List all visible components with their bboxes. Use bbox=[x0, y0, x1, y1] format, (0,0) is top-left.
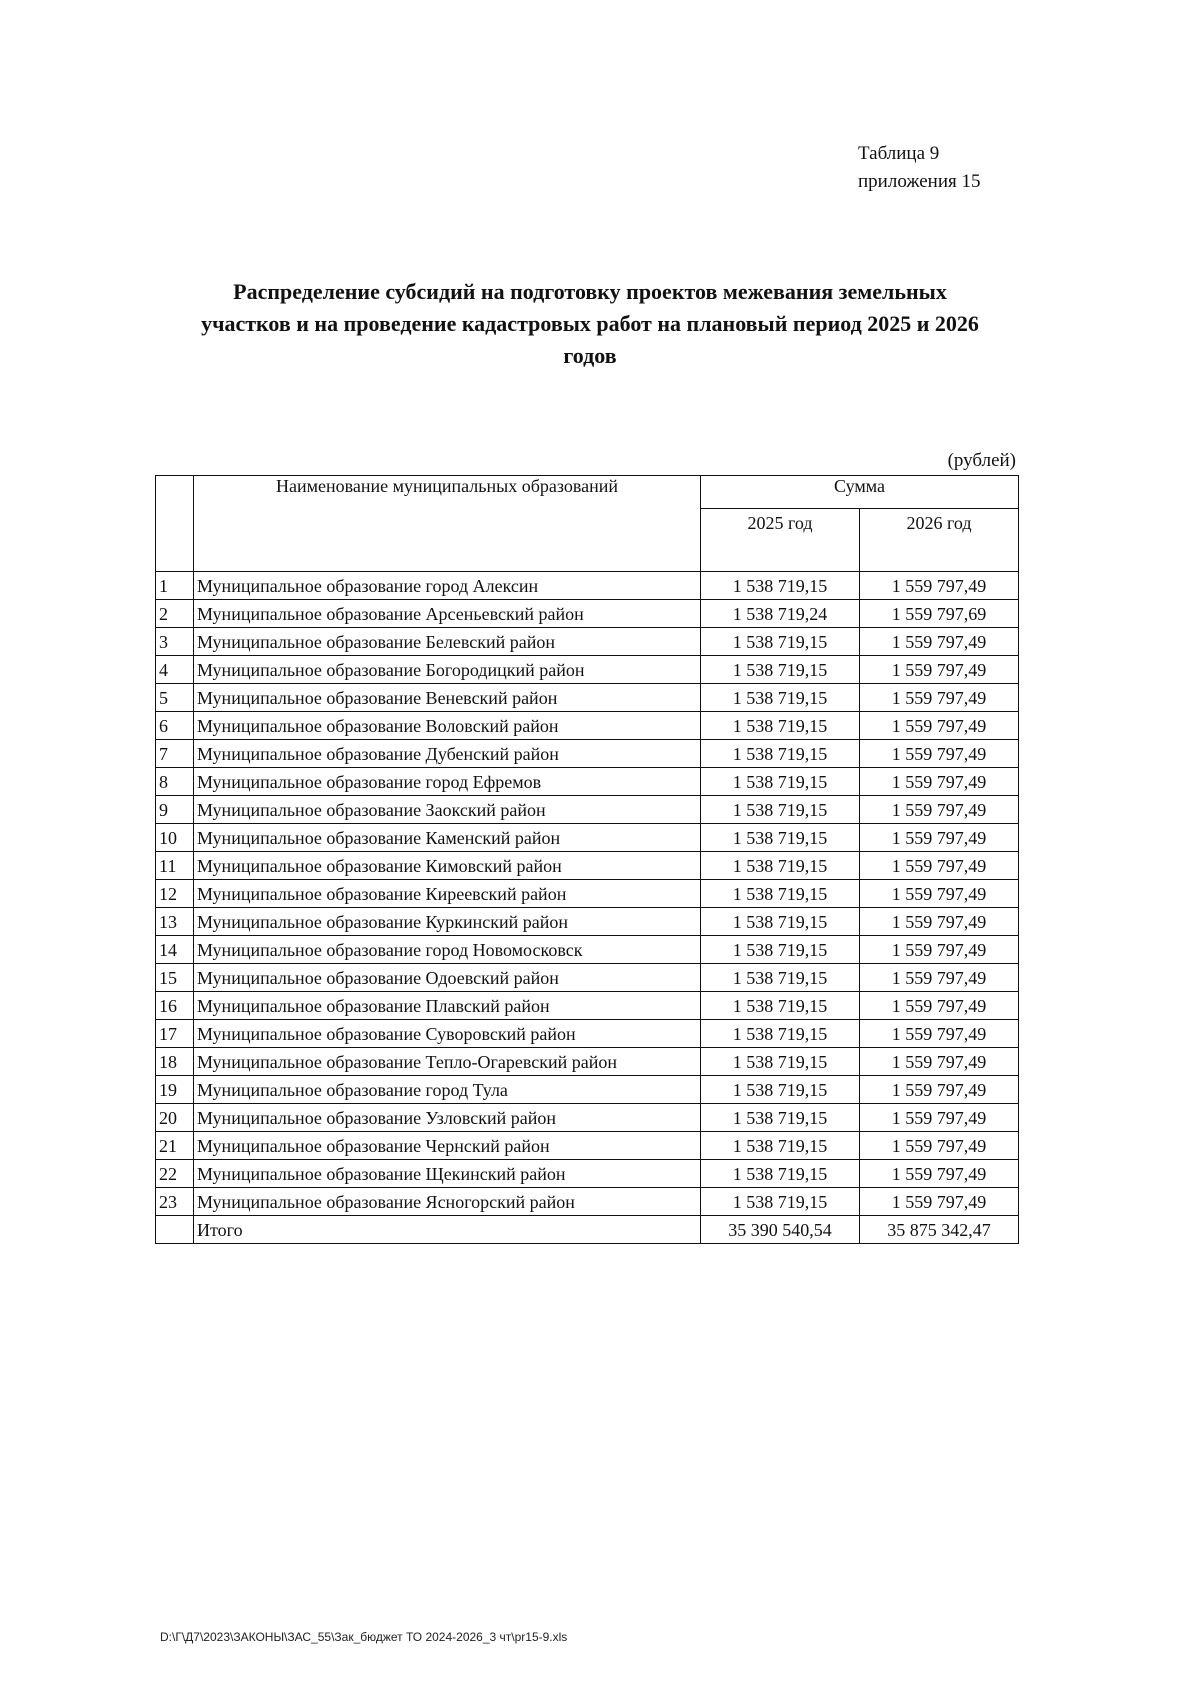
table-row bbox=[156, 628, 1019, 656]
municipality-name: Муниципальное образование Одоевский район bbox=[194, 964, 701, 992]
municipality-name: Муниципальное образование Кимовский район bbox=[194, 852, 701, 880]
municipality-name: Муниципальное образование Щекинский район bbox=[194, 1160, 701, 1188]
row-number: 14 bbox=[156, 936, 194, 964]
municipality-name: Муниципальное образование Чернский район bbox=[194, 1132, 701, 1160]
file-path-footer: D:\Г\Д7\2023\ЗАКОНЫ\ЗАС_55\Зак_бюджет ТО 2024-2026_3 чт\pr15-9.xls bbox=[160, 1630, 568, 1644]
amount-2026: 1 559 797,49 bbox=[860, 768, 1019, 796]
table-row bbox=[156, 880, 1019, 908]
row-number: 17 bbox=[156, 1020, 194, 1048]
table-number: Таблица 9 bbox=[858, 143, 940, 164]
amount-2026: 1 559 797,49 bbox=[860, 1020, 1019, 1048]
amount-2026: 1 559 797,49 bbox=[860, 572, 1019, 600]
municipality-name: Муниципальное образование Тепло-Огаревский район bbox=[194, 1048, 701, 1076]
amount-2025: 35 390 540,54 bbox=[701, 1216, 860, 1244]
amount-2025: 1 538 719,15 bbox=[701, 964, 860, 992]
table-row bbox=[156, 1076, 1019, 1104]
amount-2025: 1 538 719,15 bbox=[701, 1020, 860, 1048]
amount-2026: 1 559 797,49 bbox=[860, 852, 1019, 880]
row-number: 12 bbox=[156, 880, 194, 908]
row-number: 6 bbox=[156, 712, 194, 740]
table-row bbox=[156, 1104, 1019, 1132]
total-row bbox=[156, 1216, 1019, 1244]
amount-2026: 1 559 797,49 bbox=[860, 908, 1019, 936]
amount-2025: 1 538 719,15 bbox=[701, 1132, 860, 1160]
municipality-name: Муниципальное образование Воловский район bbox=[194, 712, 701, 740]
amount-2025: 1 538 719,15 bbox=[701, 684, 860, 712]
municipality-name: Муниципальное образование Дубенский район bbox=[194, 740, 701, 768]
amount-2025: 1 538 719,15 bbox=[701, 1188, 860, 1216]
table-row bbox=[156, 964, 1019, 992]
name-header: Наименование муниципальных образований bbox=[194, 476, 701, 572]
document-title bbox=[140, 276, 1040, 372]
row-number: 23 bbox=[156, 1188, 194, 1216]
amount-2025: 1 538 719,15 bbox=[701, 824, 860, 852]
title-line-3: годов bbox=[563, 343, 617, 368]
municipality-name: Муниципальное образование Белевский район bbox=[194, 628, 701, 656]
row-number: 8 bbox=[156, 768, 194, 796]
row-number: 15 bbox=[156, 964, 194, 992]
number-header bbox=[156, 476, 194, 572]
title-line-2: участков и на проведение кадастровых работ на плановый период 2025 и 2026 bbox=[201, 311, 979, 336]
municipality-name: Муниципальное образование Узловский район bbox=[194, 1104, 701, 1132]
table-row bbox=[156, 1160, 1019, 1188]
amount-2026: 1 559 797,49 bbox=[860, 1048, 1019, 1076]
sum-header: Сумма bbox=[701, 476, 1019, 509]
municipality-name: Муниципальное образование Плавский район bbox=[194, 992, 701, 1020]
table-row bbox=[156, 992, 1019, 1020]
amount-2025: 1 538 719,15 bbox=[701, 1160, 860, 1188]
table-body bbox=[156, 572, 1019, 1244]
amount-2025: 1 538 719,15 bbox=[701, 992, 860, 1020]
row-number: 1 bbox=[156, 572, 194, 600]
municipality-name: Муниципальное образование Богородицкий район bbox=[194, 656, 701, 684]
amount-2026: 1 559 797,49 bbox=[860, 824, 1019, 852]
table-row bbox=[156, 712, 1019, 740]
amount-2025: 1 538 719,15 bbox=[701, 880, 860, 908]
row-number: 13 bbox=[156, 908, 194, 936]
municipality-name: Муниципальное образование город Тула bbox=[194, 1076, 701, 1104]
amount-2026: 1 559 797,49 bbox=[860, 1188, 1019, 1216]
amount-2026: 1 559 797,49 bbox=[860, 684, 1019, 712]
row-number: 21 bbox=[156, 1132, 194, 1160]
municipality-name: Муниципальное образование Каменский район bbox=[194, 824, 701, 852]
row-number: 5 bbox=[156, 684, 194, 712]
amount-2025: 1 538 719,15 bbox=[701, 936, 860, 964]
amount-2025: 1 538 719,15 bbox=[701, 1104, 860, 1132]
row-number: 7 bbox=[156, 740, 194, 768]
title-line-1: Распределение субсидий на подготовку проектов межевания земельных bbox=[233, 279, 947, 304]
table-row bbox=[156, 852, 1019, 880]
table-row bbox=[156, 824, 1019, 852]
amount-2025: 1 538 719,24 bbox=[701, 600, 860, 628]
amount-2026: 1 559 797,69 bbox=[860, 600, 1019, 628]
municipality-name: Муниципальное образование Суворовский район bbox=[194, 1020, 701, 1048]
row-number: 20 bbox=[156, 1104, 194, 1132]
amount-2026: 1 559 797,49 bbox=[860, 964, 1019, 992]
municipality-name: Муниципальное образование город Алексин bbox=[194, 572, 701, 600]
amount-2026: 1 559 797,49 bbox=[860, 796, 1019, 824]
municipality-name: Муниципальное образование Ясногорский район bbox=[194, 1188, 701, 1216]
amount-2026: 35 875 342,47 bbox=[860, 1216, 1019, 1244]
amount-2026: 1 559 797,49 bbox=[860, 936, 1019, 964]
amount-2026: 1 559 797,49 bbox=[860, 656, 1019, 684]
municipality-name: Муниципальное образование Киреевский район bbox=[194, 880, 701, 908]
appendix-reference: приложения 15 bbox=[858, 171, 981, 192]
amount-2025: 1 538 719,15 bbox=[701, 656, 860, 684]
amount-2025: 1 538 719,15 bbox=[701, 740, 860, 768]
municipality-name: Итого bbox=[194, 1216, 701, 1244]
amount-2025: 1 538 719,15 bbox=[701, 852, 860, 880]
table-row bbox=[156, 600, 1019, 628]
municipality-name: Муниципальное образование Куркинский район bbox=[194, 908, 701, 936]
row-number: 4 bbox=[156, 656, 194, 684]
amount-2025: 1 538 719,15 bbox=[701, 1048, 860, 1076]
table-row bbox=[156, 1188, 1019, 1216]
year-2025-header: 2025 год bbox=[701, 509, 860, 572]
amount-2025: 1 538 719,15 bbox=[701, 796, 860, 824]
table-row bbox=[156, 768, 1019, 796]
table-row bbox=[156, 908, 1019, 936]
row-number: 2 bbox=[156, 600, 194, 628]
amount-2026: 1 559 797,49 bbox=[860, 1132, 1019, 1160]
row-number: 19 bbox=[156, 1076, 194, 1104]
amount-2026: 1 559 797,49 bbox=[860, 712, 1019, 740]
table-row bbox=[156, 740, 1019, 768]
amount-2025: 1 538 719,15 bbox=[701, 572, 860, 600]
row-number: 3 bbox=[156, 628, 194, 656]
amount-2025: 1 538 719,15 bbox=[701, 712, 860, 740]
subsidies-table bbox=[155, 475, 1019, 1244]
amount-2025: 1 538 719,15 bbox=[701, 1076, 860, 1104]
table-row bbox=[156, 656, 1019, 684]
table-row bbox=[156, 1132, 1019, 1160]
row-number: 16 bbox=[156, 992, 194, 1020]
table-row bbox=[156, 1048, 1019, 1076]
amount-2026: 1 559 797,49 bbox=[860, 1076, 1019, 1104]
amount-2026: 1 559 797,49 bbox=[860, 628, 1019, 656]
amount-2025: 1 538 719,15 bbox=[701, 628, 860, 656]
row-number: 10 bbox=[156, 824, 194, 852]
municipality-name: Муниципальное образование Веневский район bbox=[194, 684, 701, 712]
amount-2025: 1 538 719,15 bbox=[701, 768, 860, 796]
table-reference bbox=[858, 140, 980, 196]
table-row bbox=[156, 684, 1019, 712]
amount-2026: 1 559 797,49 bbox=[860, 880, 1019, 908]
row-number: 18 bbox=[156, 1048, 194, 1076]
table-row bbox=[156, 572, 1019, 600]
municipality-name: Муниципальное образование город Ефремов bbox=[194, 768, 701, 796]
amount-2026: 1 559 797,49 bbox=[860, 1160, 1019, 1188]
row-number: 22 bbox=[156, 1160, 194, 1188]
table-row bbox=[156, 796, 1019, 824]
municipality-name: Муниципальное образование город Новомосковск bbox=[194, 936, 701, 964]
table-row bbox=[156, 1020, 1019, 1048]
table-row bbox=[156, 936, 1019, 964]
row-number: 11 bbox=[156, 852, 194, 880]
row-number bbox=[156, 1216, 194, 1244]
municipality-name: Муниципальное образование Арсеньевский район bbox=[194, 600, 701, 628]
row-number: 9 bbox=[156, 796, 194, 824]
amount-2026: 1 559 797,49 bbox=[860, 992, 1019, 1020]
municipality-name: Муниципальное образование Заокский район bbox=[194, 796, 701, 824]
amount-2026: 1 559 797,49 bbox=[860, 740, 1019, 768]
amount-2025: 1 538 719,15 bbox=[701, 908, 860, 936]
units-label: (рублей) bbox=[947, 450, 1016, 471]
amount-2026: 1 559 797,49 bbox=[860, 1104, 1019, 1132]
year-2026-header: 2026 год bbox=[860, 509, 1019, 572]
